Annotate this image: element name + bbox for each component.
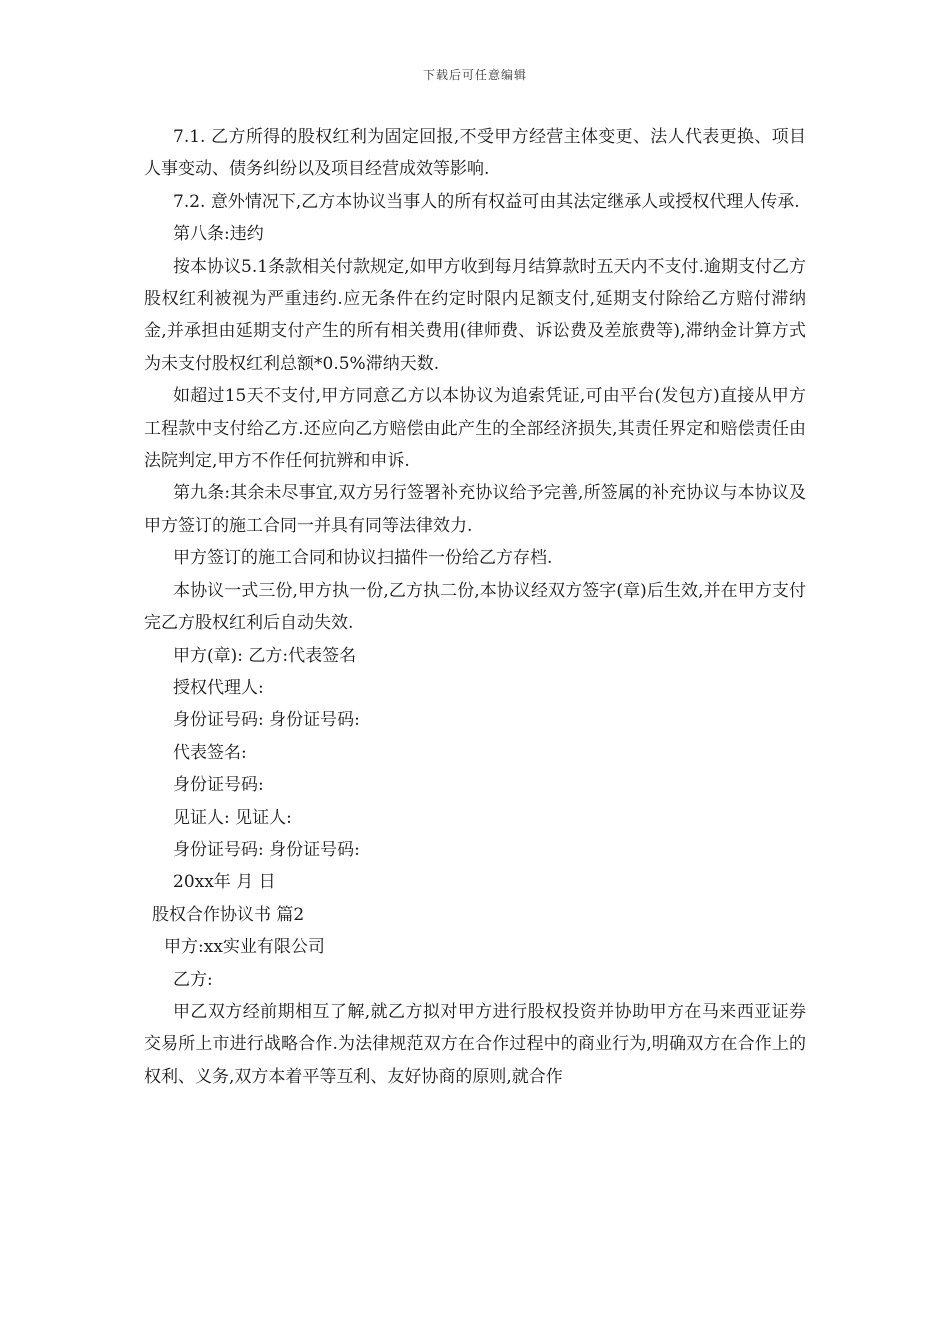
signature-line: 见证人: 见证人: <box>173 807 292 828</box>
copies-paragraph: 本协议一式三份,甲方执一份,乙方执二份,本协议经双方签字(章)后生效,并在甲方支付完乙方股权红利后自动失效. <box>144 580 806 634</box>
article-8-heading: 第八条:违约 <box>173 224 264 245</box>
overdue-paragraph: 如超过15天不支付,甲方同意乙方以本协议为追索凭证,可由平台(发包方)直接从甲方工程款中支付给乙方.还应向乙方赔偿由此产生的全部经济损失,其责任界定和赔偿责任由法院判定,甲方不作任何抗辨和申诉. <box>144 386 806 472</box>
section-2-intro: 甲乙双方经前期相互了解,就乙方拟对甲方进行股权投资并协助甲方在马来西亚证券交易所上市进行战略合作.为法律规范双方在合作过程中的商业行为,明确双方在合作上的权利、义务,双方本着平等互利、友好协商的原则,就合作 <box>144 1001 806 1087</box>
archive-paragraph: 甲方签订的施工合同和协议扫描件一份给乙方存档. <box>173 548 553 569</box>
date-line: 20xx年 月 日 <box>173 872 276 893</box>
signature-line: 身份证号码: 身份证号码: <box>173 839 360 860</box>
article-9-paragraph: 第九条:其余未尽事宜,双方另行签署补充协议给予完善,所签属的补充协议与本协议及甲方签订的施工合同一并具有同等法律效力. <box>144 483 806 536</box>
page-header: 下载后可任意编辑 <box>422 68 527 82</box>
breach-paragraph: 按本协议5.1条款相关付款规定,如甲方收到每月结算款时五天内不支付.逾期支付乙方股权红利被视为严重违约.应无条件在约定时限内足额支付,延期支付除给乙方赔付滞纳金,并承担由延期支付产生的所有相关费用(律师费、诉讼费及差旅费等),滞纳金计算方式为未支付股权红利总额*0.5%滞纳天数. <box>144 256 806 374</box>
signature-line: 身份证号码: <box>173 775 264 796</box>
party-b-line: 乙方: <box>173 969 213 990</box>
signature-line: 授权代理人: <box>173 677 264 698</box>
document-body <box>144 121 806 1093</box>
section-2-title: 股权合作协议书 篇2 <box>152 904 305 925</box>
signature-line: 甲方(章): 乙方:代表签名 <box>173 645 357 666</box>
signature-line: 代表签名: <box>173 742 247 763</box>
clause-7-2: 7.2. 意外情况下,乙方本协议当事人的所有权益可由其法定继承人或授权代理人传承. <box>173 191 800 212</box>
party-a-line: 甲方:xx实业有限公司 <box>164 937 325 958</box>
signature-line: 身份证号码: 身份证号码: <box>173 710 360 731</box>
clause-7-1: 7.1. 乙方所得的股权红利为固定回报,不受甲方经营主体变更、法人代表更换、项目人事变动、债务纠纷以及项目经营成效等影响. <box>144 127 806 180</box>
